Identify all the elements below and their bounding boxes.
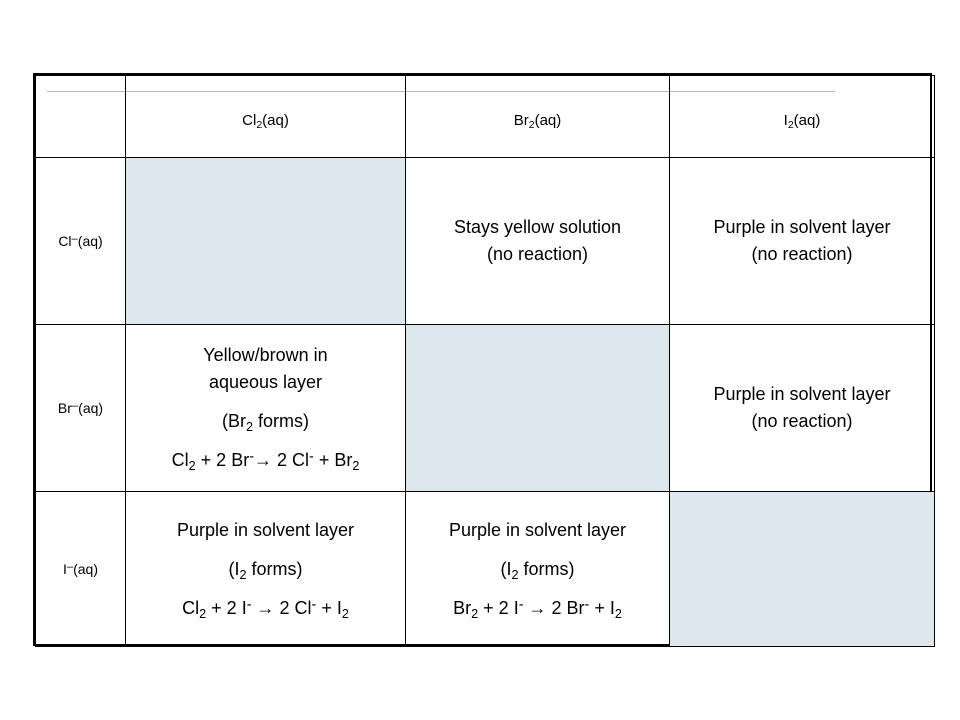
forms-note: ($I_2$ forms) xyxy=(228,558,303,582)
row-header-br: Br–(aq) xyxy=(36,325,126,492)
cell-br-i2: Purple in solvent layer (no reaction) xyxy=(670,325,935,492)
header-i2: $I_2(aq)$ xyxy=(670,76,935,158)
cell-cl-i2: Purple in solvent layer (no reaction) xyxy=(670,158,935,325)
results-grid xyxy=(35,75,935,647)
reaction-equation: $Cl_2 + 2$ I- → 2 $Cl^- + I_2$ xyxy=(182,596,349,621)
cell-i-br2: Purple in solvent layer ($I_2$ forms) $Br_2 + 2$ I- → 2 $Br^- + I_2$ xyxy=(406,492,670,647)
halogen-displacement-table xyxy=(33,73,932,646)
forms-note: ($I_2$ forms) xyxy=(500,558,575,582)
row-chloride xyxy=(36,158,935,325)
cell-i-cl2: Purple in solvent layer ($I_2$ forms) $Cl_2 + 2$ I- → 2 $Cl^- + I_2$ xyxy=(126,492,406,647)
reaction-equation: $Br_2 + 2$ I- → 2 $Br^- + I_2$ xyxy=(453,596,622,621)
corner-cell xyxy=(36,76,126,158)
cell-cl-cl2 xyxy=(126,158,406,325)
cell-br-cl2: Yellow/brown in aqueous layer ($Br_2$ forms) $Cl_2 + 2$ Br-→ 2 $Cl^- + Br_2$ xyxy=(126,325,406,492)
header-row xyxy=(36,76,935,158)
row-header-cl: Cl–(aq) xyxy=(36,158,126,325)
cell-i-i2 xyxy=(670,492,935,647)
header-br2: $Br_2(aq)$ xyxy=(406,76,670,158)
row-header-i: I–(aq) xyxy=(36,492,126,647)
row-bromide xyxy=(36,325,935,492)
row-iodide xyxy=(36,492,935,647)
header-cl2: $Cl_2(aq)$ xyxy=(126,76,406,158)
cell-br-br2 xyxy=(406,325,670,492)
cell-cl-br2: Stays yellow solution (no reaction) xyxy=(406,158,670,325)
forms-note: ($Br_2$ forms) xyxy=(221,411,309,434)
reaction-equation: $Cl_2 + 2$ Br-→ 2 $Cl^- + Br_2$ xyxy=(171,448,360,473)
